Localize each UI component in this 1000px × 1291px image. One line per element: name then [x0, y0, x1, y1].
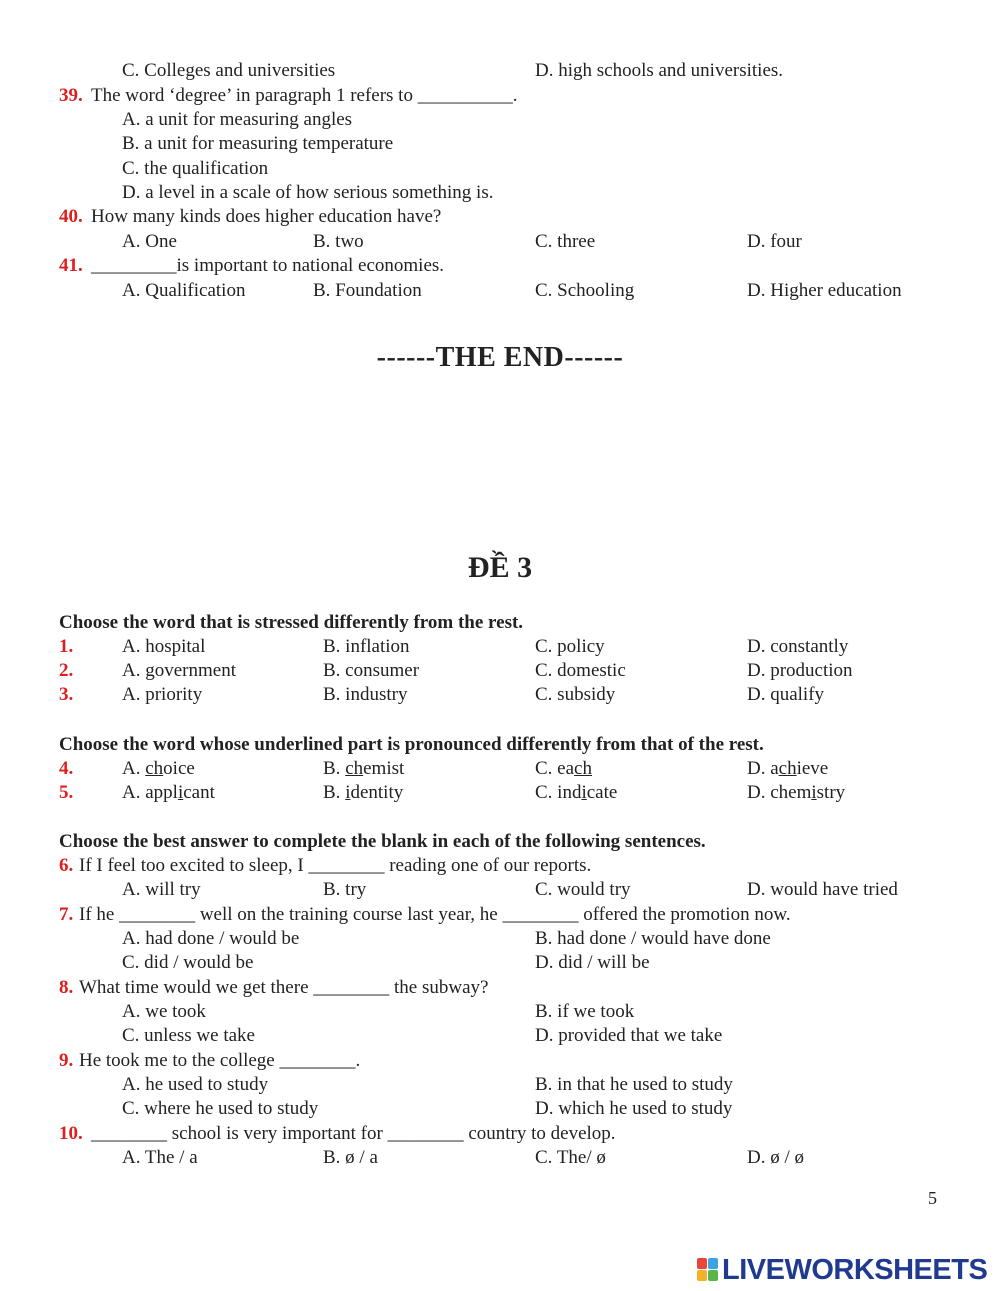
q7-option-b: B. had done / would have done [535, 928, 771, 949]
q7-options-row-1 [0, 927, 1000, 951]
q4-option-c: C. each [535, 758, 592, 779]
q41-number: 41. [59, 255, 83, 276]
q1-row [0, 635, 1000, 659]
q38-option-c: C. Colleges and universities [122, 60, 336, 81]
q8-option-d: D. provided that we take [535, 1025, 723, 1046]
section-stress-heading-row [0, 611, 1000, 635]
underlined-part: ch [574, 758, 592, 779]
q6-options-row [0, 878, 1000, 902]
q2-number: 2. [59, 660, 74, 681]
q8-option-c: C. unless we take [122, 1025, 255, 1046]
section-stress-heading: Choose the word that is stressed differently from the rest. [59, 612, 524, 633]
section-pronunciation-heading-row [0, 733, 1000, 757]
q40-options-row [0, 230, 1000, 254]
q8-option-a: A. we took [122, 1001, 206, 1022]
q8-number: 8. [59, 977, 74, 998]
q2-option-a: A. government [122, 660, 236, 681]
section-blank-heading: Choose the best answer to complete the blank in each of the following sentences. [59, 831, 706, 852]
q40-number: 40. [59, 206, 83, 227]
q39-stem-row [0, 84, 1000, 108]
q5-option-a: A. applicant [122, 782, 215, 803]
q3-option-b: B. industry [323, 684, 408, 705]
q7-option-d: D. did / will be [535, 952, 650, 973]
q6-stem: If I feel too excited to sleep, I ________ reading one of our reports. [79, 855, 592, 876]
q38-option-d: D. high schools and universities. [535, 60, 784, 81]
q3-option-c: C. subsidy [535, 684, 616, 705]
q8-stem-row [0, 976, 1000, 1000]
q38-options-row [0, 59, 1000, 83]
q39-option-c: C. the qualification [122, 158, 269, 179]
q10-number: 10. [59, 1123, 83, 1144]
q40-option-a: A. One [122, 231, 177, 252]
q4-row [0, 757, 1000, 781]
q9-stem: He took me to the college ________. [79, 1050, 361, 1071]
q7-stem: If he ________ well on the training course last year, he ________ offered the promotion now. [79, 904, 791, 925]
underlined-part: i [581, 782, 587, 803]
q39-option-a: A. a unit for measuring angles [122, 109, 353, 130]
q4-number: 4. [59, 758, 74, 779]
liveworksheets-logo [697, 1253, 997, 1287]
q41-stem-row [0, 254, 1000, 278]
q10-stem-row [0, 1122, 1000, 1146]
q39-stem: The word ‘degree’ in paragraph 1 refers to __________. [91, 85, 518, 106]
q2-option-d: D. production [747, 660, 853, 681]
q6-option-a: A. will try [122, 879, 201, 900]
q41-option-a: A. Qualification [122, 280, 246, 301]
q39-option-d: D. a level in a scale of how serious something is. [122, 182, 494, 203]
q9-stem-row [0, 1049, 1000, 1073]
q9-number: 9. [59, 1050, 74, 1071]
q10-option-a: A. The / a [122, 1147, 198, 1168]
q9-option-b: B. in that he used to study [535, 1074, 733, 1095]
q8-stem: What time would we get there ________ the subway? [79, 977, 489, 998]
q5-option-d: D. chemistry [747, 782, 846, 803]
q1-option-a: A. hospital [122, 636, 206, 657]
q5-number: 5. [59, 782, 74, 803]
q40-stem: How many kinds does higher education have? [91, 206, 442, 227]
q6-option-b: B. try [323, 879, 367, 900]
q6-stem-row [0, 854, 1000, 878]
q40-option-b: B. two [313, 231, 364, 252]
section-blank-heading-row [0, 830, 1000, 854]
q39-option-b-row [0, 132, 1000, 156]
q39-option-d-row [0, 181, 1000, 205]
q8-options-row-1 [0, 1000, 1000, 1024]
q9-options-row-2 [0, 1097, 1000, 1121]
q5-option-b: B. identity [323, 782, 404, 803]
q1-number: 1. [59, 636, 74, 657]
q9-option-a: A. he used to study [122, 1074, 269, 1095]
q7-option-c: C. did / would be [122, 952, 254, 973]
q41-stem: _________is important to national economies. [91, 255, 445, 276]
q39-number: 39. [59, 85, 83, 106]
page-number: 5 [928, 1188, 937, 1208]
q7-number: 7. [59, 904, 74, 925]
test-3-title: ĐỀ 3 [467, 551, 533, 584]
q40-option-d: D. four [747, 231, 802, 252]
q5-option-c: C. indicate [535, 782, 618, 803]
q1-option-b: B. inflation [323, 636, 410, 657]
q6-option-c: C. would try [535, 879, 631, 900]
q7-stem-row [0, 903, 1000, 927]
q3-option-d: D. qualify [747, 684, 825, 705]
q8-options-row-2 [0, 1024, 1000, 1048]
q6-number: 6. [59, 855, 74, 876]
q39-option-c-row [0, 157, 1000, 181]
q1-option-c: C. policy [535, 636, 605, 657]
q5-row [0, 781, 1000, 805]
underlined-part: ch [145, 758, 164, 779]
q10-options-row [0, 1146, 1000, 1170]
q10-option-b: B. ø / a [323, 1147, 378, 1168]
liveworksheets-wordmark: LIVEWORKSHEETS [722, 1254, 988, 1286]
underlined-part: i [345, 782, 351, 803]
q9-option-c: C. where he used to study [122, 1098, 319, 1119]
q7-options-row-2 [0, 951, 1000, 975]
q39-option-b: B. a unit for measuring temperature [122, 133, 394, 154]
liveworksheets-blocks-icon [697, 1258, 719, 1282]
section-pronunciation-heading: Choose the word whose underlined part is pronounced differently from that of the rest. [59, 734, 764, 755]
q10-stem: ________ school is very important for ________ country to develop. [91, 1123, 616, 1144]
q41-option-d: D. Higher education [747, 280, 902, 301]
underlined-part: i [177, 782, 184, 803]
q41-option-b: B. Foundation [313, 280, 422, 301]
q3-row [0, 683, 1000, 707]
the-end-heading: ------THE END------ [376, 342, 624, 373]
q40-option-c: C. three [535, 231, 596, 252]
q3-option-a: A. priority [122, 684, 203, 705]
q6-option-d: D. would have tried [747, 879, 898, 900]
q9-option-d: D. which he used to study [535, 1098, 733, 1119]
q41-options-row [0, 279, 1000, 303]
q4-option-d: D. achieve [747, 758, 829, 779]
q4-option-b: B. chemist [323, 758, 405, 779]
underlined-part: i [811, 782, 817, 803]
q40-stem-row [0, 205, 1000, 229]
q39-option-a-row [0, 108, 1000, 132]
q8-option-b: B. if we took [535, 1001, 635, 1022]
q2-row [0, 659, 1000, 683]
q10-option-c: C. The/ ø [535, 1147, 606, 1168]
q10-option-d: D. ø / ø [747, 1147, 804, 1168]
q2-option-c: C. domestic [535, 660, 626, 681]
q2-option-b: B. consumer [323, 660, 420, 681]
q7-option-a: A. had done / would be [122, 928, 300, 949]
underlined-part: ch [345, 758, 364, 779]
q4-option-a: A. choice [122, 758, 195, 779]
q1-option-d: D. constantly [747, 636, 849, 657]
q41-option-c: C. Schooling [535, 280, 635, 301]
underlined-part: ch [778, 758, 797, 779]
q3-number: 3. [59, 684, 74, 705]
q9-options-row-1 [0, 1073, 1000, 1097]
